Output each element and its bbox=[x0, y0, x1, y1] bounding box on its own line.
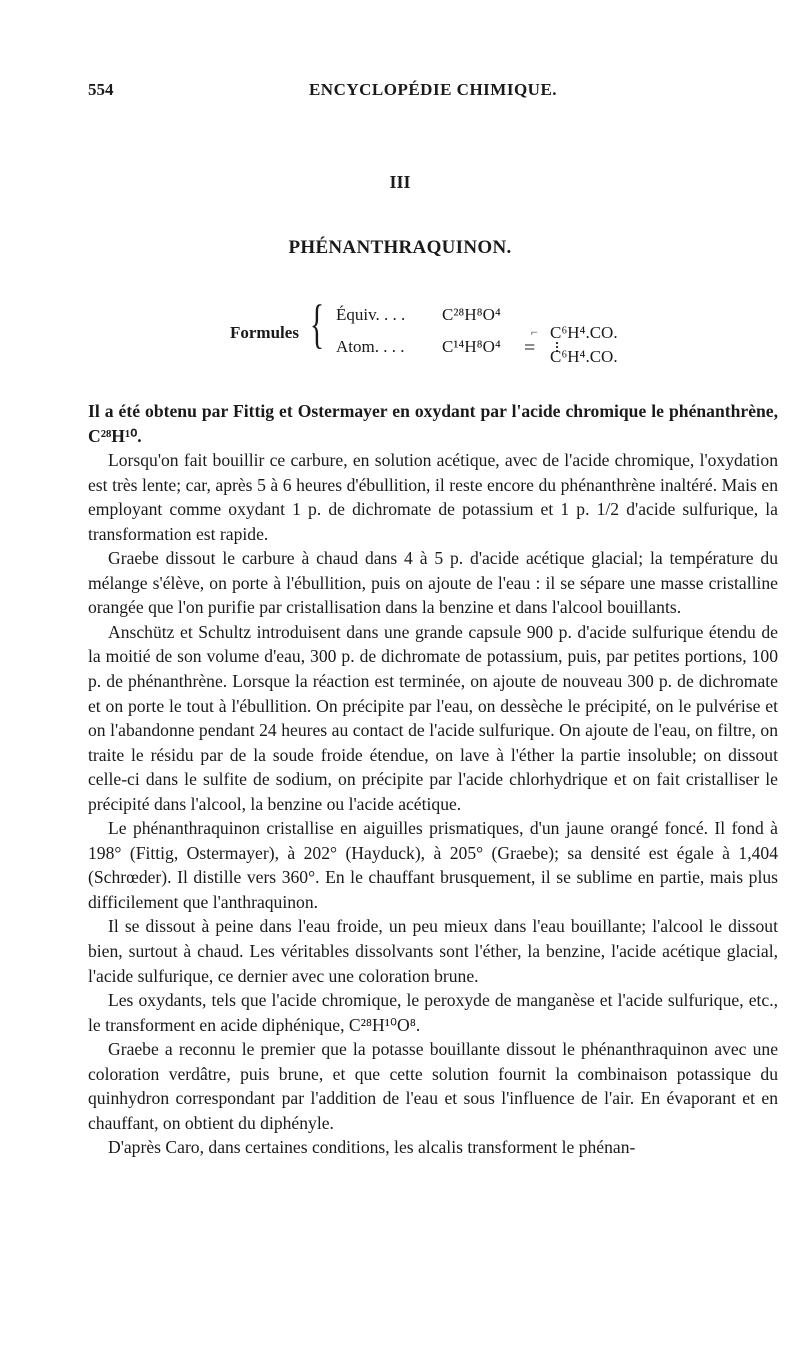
header-title: ENCYCLOPÉDIE CHIMIQUE. bbox=[308, 80, 558, 99]
formula-equiv-value: C²⁸H⁸O⁴ bbox=[442, 305, 501, 324]
paragraph: D'après Caro, dans certaines conditions, les alcalis transforment le phénan- bbox=[108, 1137, 636, 1158]
paragraph: Graebe dissout le carbure à chaud dans 4 à 5 p. d'acide acétique glacial; la température du mélange s'élève, on porte à l'ébullition, puis on ajoute de l'eau : il se sépare une masse cristalline orangée que l'on purifie par cristallisation dans la benzine et dans l'alcool bouillants. bbox=[88, 548, 778, 618]
paragraph: Lorsqu'on fait bouillir ce carbure, en solution acétique, avec de l'acide chromique, l'oxydation est très lente; car, après 5 à 6 heures d'ébullition, il reste encore du phénanthrène inaltéré. Mais en employant comme oxydant 1 p. de dichromate de potassium et 1 p. 1/2 d'acide sulfurique, la transformation est rapide. bbox=[88, 450, 778, 544]
formula-structure-bottom: C⁶H⁴.CO. bbox=[550, 347, 618, 366]
section-number: III bbox=[389, 172, 411, 192]
page-number: 554 bbox=[88, 80, 114, 99]
formula-structure-top: C⁶H⁴.CO. bbox=[550, 323, 618, 342]
paragraph: Graebe a reconnu le premier que la potasse bouillante dissout le phénanthraquinon avec une coloration verdâtre, puis brune, et que cette solution fournit la combinaison potassique du quinhydron correspondant par l'addition de l'eau et sous l'influence de l'air. En évaporant et en chauffant, on obtient du diphényle. bbox=[88, 1039, 778, 1133]
paragraph: Anschütz et Schultz introduisent dans une grande capsule 900 p. d'acide sulfurique étendu de la moitié de son volume d'eau, 300 p. de dichromate de potassium, puis, par petites portions, 100 p. de phénanthrène. Lorsque la réaction est terminée, on ajoute de nouveau 300 p. de dichromate et on porte le tout à l'ébullition. On précipite par l'eau, on dessèche le précipité, on le pulvérise et on l'abandonne pendant 24 heures au contact de l'acide sulfurique. On ajoute de l'eau, on filtre, on traite le résidu par de la soude froide étendue, on lave à l'éther la partie insoluble; on dissout celle-ci dans le sulfite de sodium, on précipite par l'acide chlorhydrique et on fait cristalliser le précipité dans l'alcool, la benzine ou l'acide acétique. bbox=[88, 621, 778, 814]
paragraph: Il a été obtenu par Fittig et Ostermayer en oxydant par l'acide chromique le phénanthrène, C²⁸H¹⁰. bbox=[88, 401, 778, 446]
formula-block bbox=[230, 295, 650, 385]
formula-equiv-label: Équiv. . . . bbox=[336, 305, 406, 324]
formula-label: Formules bbox=[230, 323, 299, 342]
formula-brace: { bbox=[309, 294, 325, 354]
formula-atom-value: C¹⁴H⁸O⁴ bbox=[442, 337, 501, 356]
paragraph: Les oxydants, tels que l'acide chromique, le peroxyde de manganèse et l'acide sulfurique, etc., le transforment en acide diphénique, C²⁸H¹⁰O⁸. bbox=[88, 990, 778, 1035]
running-head bbox=[88, 80, 778, 104]
paragraph: Il se dissout à peine dans l'eau froide, un peu mieux dans l'eau bouillante; l'alcool le dissout bien, surtout à chaud. Les véritables dissolvants sont l'éther, la benzine, l'acide acétique glacial, l'acide sulfurique, ce dernier avec une coloration brune. bbox=[88, 916, 778, 986]
formula-atom-label: Atom. . . . bbox=[336, 337, 405, 356]
paragraph: Le phénanthraquinon cristallise en aiguilles prismatiques, d'un jaune orangé foncé. Il fond à 198° (Fittig, Ostermayer), à 202° (Hayduck), à 205° (Graebe); sa densité est égale à 1,404 (Schrœder). Il distille vers 360°. En le chauffant brusquement, il se sublime en partie, mais plus difficilement que l'anthraquinon. bbox=[88, 818, 778, 912]
body-text bbox=[88, 399, 778, 1160]
formula-mark: ⌐ bbox=[531, 325, 538, 339]
section-title: PHÉNANTHRAQUINON. bbox=[288, 237, 512, 258]
formula-equals: = bbox=[524, 337, 536, 359]
